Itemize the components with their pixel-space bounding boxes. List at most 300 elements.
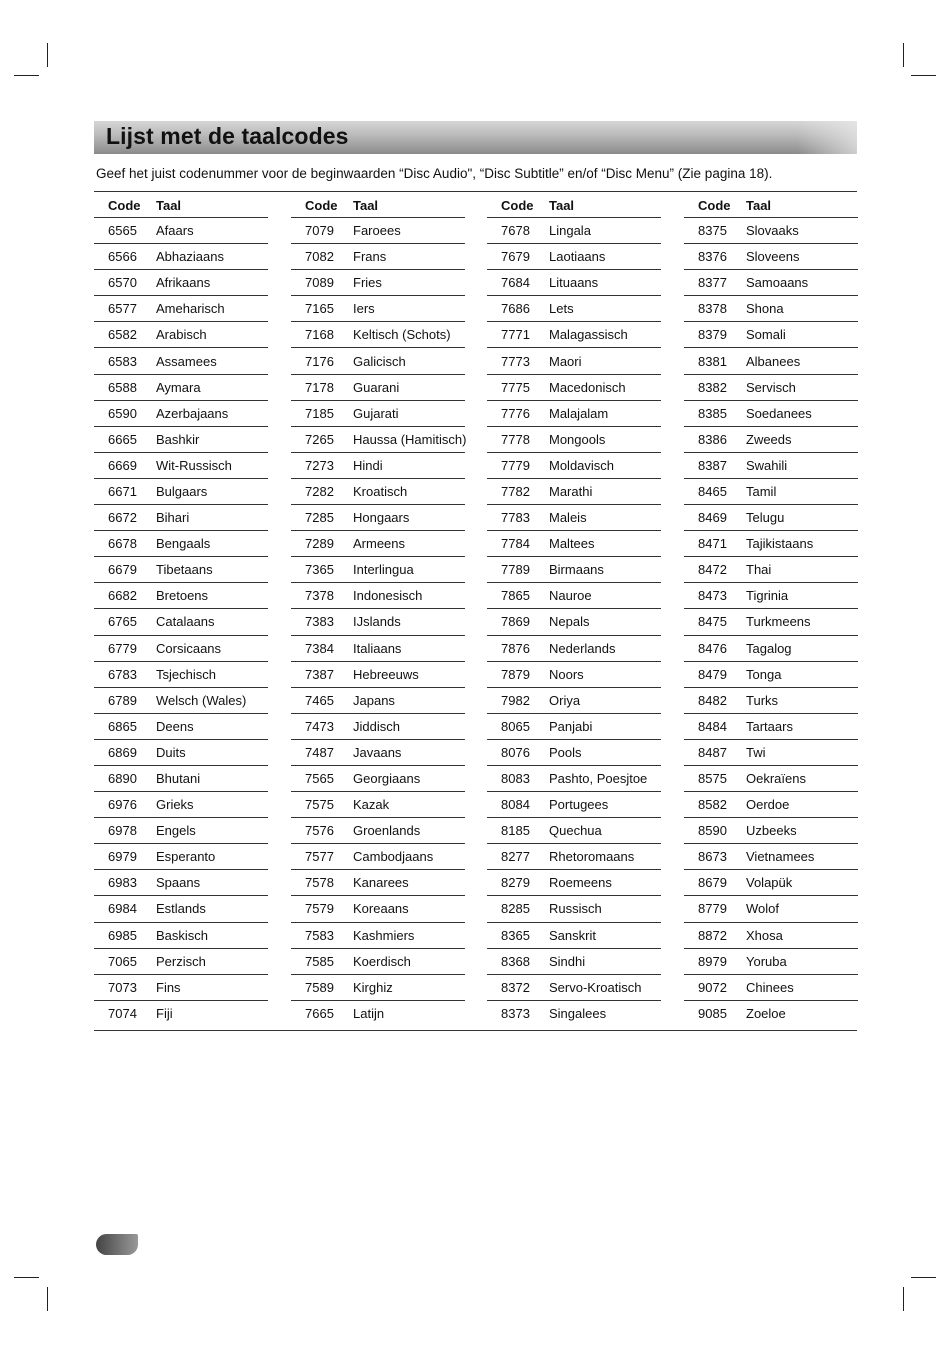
language-code: 7679: [501, 249, 530, 265]
code-column-2: [291, 193, 465, 1026]
language-code: 8582: [698, 797, 727, 813]
language-name: Shona: [746, 301, 784, 317]
table-row: [684, 218, 858, 244]
language-name: Wolof: [746, 901, 779, 917]
language-code: 8679: [698, 875, 727, 891]
table-top-rule: [94, 191, 857, 192]
table-row: [291, 375, 465, 401]
crop-mark: [903, 1287, 904, 1311]
language-code: 7589: [305, 979, 334, 995]
table-row: [487, 375, 661, 401]
language-name: Koreaans: [353, 901, 409, 917]
language-code: 6671: [108, 483, 137, 499]
table-row: [94, 714, 268, 740]
language-name: Arabisch: [156, 327, 207, 343]
language-name: Maleis: [549, 510, 587, 526]
language-code: 6577: [108, 301, 137, 317]
language-code: 7876: [501, 640, 530, 656]
language-name: Sindhi: [549, 953, 586, 969]
table-row: [684, 662, 858, 688]
language-code: 8377: [698, 275, 727, 291]
table-row: [94, 401, 268, 427]
table-row: [291, 766, 465, 792]
table-row: [291, 505, 465, 531]
language-code: 8473: [698, 588, 727, 604]
table-row: [487, 923, 661, 949]
language-code: 8279: [501, 875, 530, 891]
language-name: Bhutani: [156, 771, 201, 787]
language-name: Faroees: [353, 223, 401, 239]
language-name: Laotiaans: [549, 249, 606, 265]
table-row: [94, 844, 268, 870]
language-code: 7686: [501, 301, 530, 317]
language-name: Bretoens: [156, 588, 209, 604]
language-name: Oekraïens: [746, 771, 806, 787]
language-code: 7771: [501, 327, 530, 343]
language-name: Volapük: [746, 875, 793, 891]
language-code: 8368: [501, 953, 530, 969]
table-row: [487, 636, 661, 662]
table-row: [684, 270, 858, 296]
language-name: Ameharisch: [156, 301, 225, 317]
language-name: Afrikaans: [156, 275, 211, 291]
language-code: 8487: [698, 744, 727, 760]
language-code: 7784: [501, 536, 530, 552]
table-row: [487, 1001, 661, 1026]
table-row: [291, 557, 465, 583]
table-row: [684, 740, 858, 766]
language-name: Fiji: [156, 1005, 173, 1021]
language-code: 7789: [501, 562, 530, 578]
language-name: Oerdoe: [746, 797, 790, 813]
table-row: [487, 792, 661, 818]
language-name: Tibetaans: [156, 562, 213, 578]
language-name: Armeens: [353, 536, 406, 552]
table-row: [487, 896, 661, 922]
language-code: 6779: [108, 640, 137, 656]
table-row: [291, 688, 465, 714]
table-row: [94, 375, 268, 401]
crop-mark: [14, 1277, 39, 1278]
language-name: Zoeloe: [746, 1005, 786, 1021]
table-row: [291, 662, 465, 688]
language-name: Bulgaars: [156, 483, 208, 499]
language-code: 8484: [698, 718, 727, 734]
table-row: [487, 740, 661, 766]
language-name: Malagassisch: [549, 327, 628, 343]
language-name: Fins: [156, 979, 181, 995]
language-name: Singalees: [549, 1005, 607, 1021]
language-name: Russisch: [549, 901, 602, 917]
table-row: [487, 844, 661, 870]
table-row: [487, 714, 661, 740]
language-code: 7185: [305, 405, 334, 421]
table-row: [94, 792, 268, 818]
language-code: 8372: [501, 979, 530, 995]
language-name: Mongools: [549, 431, 606, 447]
language-name: Tartaars: [746, 718, 793, 734]
table-row: [684, 609, 858, 635]
column-header: [684, 193, 858, 218]
language-name: Moldavisch: [549, 457, 615, 473]
language-code: 7585: [305, 953, 334, 969]
language-code: 8979: [698, 953, 727, 969]
language-code: 7365: [305, 562, 334, 578]
table-row: [487, 557, 661, 583]
language-code: 7282: [305, 483, 334, 499]
language-code: 7273: [305, 457, 334, 473]
language-code: 7779: [501, 457, 530, 473]
table-row: [684, 427, 858, 453]
table-row: [291, 740, 465, 766]
language-code: 7783: [501, 510, 530, 526]
language-code: 8472: [698, 562, 727, 578]
table-row: [684, 636, 858, 662]
table-row: [291, 479, 465, 505]
language-name: Samoaans: [746, 275, 809, 291]
language-code: 6682: [108, 588, 137, 604]
language-code: 8387: [698, 457, 727, 473]
language-code: 8382: [698, 379, 727, 395]
crop-mark: [47, 43, 48, 67]
language-code: 6765: [108, 614, 137, 630]
language-code: 7776: [501, 405, 530, 421]
language-code: 7782: [501, 483, 530, 499]
language-name: Turks: [746, 692, 779, 708]
language-name: Galicisch: [353, 353, 406, 369]
column-header: [487, 193, 661, 218]
language-name: Hindi: [353, 457, 383, 473]
table-row: [487, 401, 661, 427]
table-bottom-rule: [94, 1030, 857, 1031]
title-bar: [94, 121, 857, 154]
language-code: 8376: [698, 249, 727, 265]
language-code: 6783: [108, 666, 137, 682]
language-code: 7684: [501, 275, 530, 291]
table-row: [487, 949, 661, 975]
language-name: Noors: [549, 666, 584, 682]
table-row: [684, 896, 858, 922]
language-code: 8872: [698, 927, 727, 943]
language-code: 6570: [108, 275, 137, 291]
table-row: [684, 244, 858, 270]
language-code: 8469: [698, 510, 727, 526]
language-name: Jiddisch: [353, 718, 400, 734]
table-row: [291, 244, 465, 270]
language-code: 7678: [501, 223, 530, 239]
table-row: [94, 505, 268, 531]
language-code: 6565: [108, 223, 137, 239]
language-code: 7387: [305, 666, 334, 682]
header-code: Code: [501, 197, 534, 213]
language-code: 8373: [501, 1005, 530, 1021]
language-name: Welsch (Wales): [156, 692, 247, 708]
code-column-1: [94, 193, 268, 1026]
language-name: Georgiaans: [353, 771, 421, 787]
language-code: 8673: [698, 849, 727, 865]
language-name: Tigrinia: [746, 588, 789, 604]
table-row: [94, 427, 268, 453]
table-row: [94, 975, 268, 1001]
language-code: 8076: [501, 744, 530, 760]
table-row: [684, 766, 858, 792]
language-code: 8378: [698, 301, 727, 317]
table-row: [487, 688, 661, 714]
language-name: Spaans: [156, 875, 201, 891]
intro-text: Geef het juist codenummer voor de beginwaarden “Disc Audio", “Disc Subtitle” en/of “Disc Menu” (Zie pagina 18).: [96, 166, 773, 181]
table-row: [94, 583, 268, 609]
language-name: Estlands: [156, 901, 206, 917]
language-code: 7168: [305, 327, 334, 343]
language-name: Tsjechisch: [156, 666, 216, 682]
language-code: 7378: [305, 588, 334, 604]
language-name: Rhetoromaans: [549, 849, 635, 865]
table-row: [684, 557, 858, 583]
table-row: [291, 427, 465, 453]
language-code: 8379: [698, 327, 727, 343]
language-name: Turkmeens: [746, 614, 811, 630]
language-code: 8575: [698, 771, 727, 787]
language-code: 6679: [108, 562, 137, 578]
table-row: [94, 453, 268, 479]
language-code: 8381: [698, 353, 727, 369]
language-code: 8084: [501, 797, 530, 813]
language-name: IJslands: [353, 614, 401, 630]
table-row: [487, 244, 661, 270]
crop-mark: [14, 75, 39, 76]
table-row: [684, 531, 858, 557]
table-row: [94, 949, 268, 975]
table-row: [94, 609, 268, 635]
language-name: Groenlands: [353, 823, 421, 839]
table-row: [291, 296, 465, 322]
language-name: Kazak: [353, 797, 390, 813]
table-row: [487, 218, 661, 244]
language-name: Abhaziaans: [156, 249, 224, 265]
language-code: 7575: [305, 797, 334, 813]
language-name: Tajikistaans: [746, 536, 814, 552]
language-name: Perzisch: [156, 953, 206, 969]
language-code: 8779: [698, 901, 727, 917]
language-code: 8482: [698, 692, 727, 708]
language-name: Bengaals: [156, 536, 211, 552]
language-code: 8465: [698, 483, 727, 499]
table-row: [291, 949, 465, 975]
table-row: [684, 818, 858, 844]
language-name: Nepals: [549, 614, 590, 630]
table-row: [684, 479, 858, 505]
table-row: [684, 401, 858, 427]
table-row: [94, 818, 268, 844]
language-name: Catalaans: [156, 614, 215, 630]
language-code: 6583: [108, 353, 137, 369]
language-name: Frans: [353, 249, 387, 265]
table-row: [94, 923, 268, 949]
table-row: [291, 218, 465, 244]
table-row: [291, 870, 465, 896]
language-code: 7879: [501, 666, 530, 682]
language-name: Latijn: [353, 1005, 385, 1021]
language-code: 8590: [698, 823, 727, 839]
language-name: Servisch: [746, 379, 796, 395]
table-row: [684, 296, 858, 322]
language-name: Japans: [353, 692, 395, 708]
table-row: [291, 270, 465, 296]
language-name: Duits: [156, 744, 186, 760]
table-row: [487, 531, 661, 557]
language-code: 7865: [501, 588, 530, 604]
language-code: 8475: [698, 614, 727, 630]
table-row: [94, 479, 268, 505]
page-number-tab: [96, 1234, 138, 1255]
language-code: 6590: [108, 405, 137, 421]
language-code: 6665: [108, 431, 137, 447]
language-name: Sloveens: [746, 249, 800, 265]
language-code: 8375: [698, 223, 727, 239]
header-code: Code: [108, 197, 141, 213]
language-code: 7665: [305, 1005, 334, 1021]
language-code: 8385: [698, 405, 727, 421]
language-name: Kanarees: [353, 875, 409, 891]
language-name: Haussa (Hamitisch): [353, 431, 467, 447]
table-row: [487, 270, 661, 296]
language-code: 6984: [108, 901, 137, 917]
table-row: [684, 870, 858, 896]
language-code: 7079: [305, 223, 334, 239]
table-row: [94, 636, 268, 662]
language-name: Azerbajaans: [156, 405, 229, 421]
table-row: [94, 688, 268, 714]
language-name: Portugees: [549, 797, 609, 813]
language-name: Oriya: [549, 692, 581, 708]
language-name: Bihari: [156, 510, 190, 526]
language-code: 7289: [305, 536, 334, 552]
language-code: 8065: [501, 718, 530, 734]
table-row: [487, 662, 661, 688]
table-row: [487, 348, 661, 374]
table-row: [94, 557, 268, 583]
language-name: Lituaans: [549, 275, 599, 291]
language-code: 6582: [108, 327, 137, 343]
language-code: 8185: [501, 823, 530, 839]
table-row: [94, 896, 268, 922]
header-lang: Taal: [353, 197, 379, 213]
language-name: Roemeens: [549, 875, 612, 891]
code-column-3: [487, 193, 661, 1026]
language-name: Indonesisch: [353, 588, 423, 604]
table-row: [291, 975, 465, 1001]
language-code: 7178: [305, 379, 334, 395]
language-code: 6678: [108, 536, 137, 552]
table-row: [487, 505, 661, 531]
language-name: Yoruba: [746, 953, 787, 969]
table-row: [94, 1001, 268, 1026]
language-name: Aymara: [156, 379, 201, 395]
language-code: 6789: [108, 692, 137, 708]
language-name: Sanskrit: [549, 927, 596, 943]
language-code: 6669: [108, 457, 137, 473]
language-name: Lingala: [549, 223, 591, 239]
table-row: [94, 348, 268, 374]
language-code: 7285: [305, 510, 334, 526]
language-code: 7773: [501, 353, 530, 369]
table-row: [684, 688, 858, 714]
table-row: [94, 766, 268, 792]
language-name: Thai: [746, 562, 772, 578]
table-row: [487, 583, 661, 609]
language-code: 7089: [305, 275, 334, 291]
table-row: [487, 453, 661, 479]
header-lang: Taal: [746, 197, 772, 213]
language-name: Telugu: [746, 510, 785, 526]
table-row: [684, 583, 858, 609]
language-name: Koerdisch: [353, 953, 411, 969]
language-name: Nederlands: [549, 640, 616, 656]
language-name: Javaans: [353, 744, 402, 760]
table-row: [94, 870, 268, 896]
language-code: 7577: [305, 849, 334, 865]
language-name: Interlingua: [353, 562, 414, 578]
language-code: 7982: [501, 692, 530, 708]
language-name: Kirghiz: [353, 979, 393, 995]
table-row: [684, 792, 858, 818]
language-code: 7165: [305, 301, 334, 317]
language-code: 7384: [305, 640, 334, 656]
table-row: [94, 296, 268, 322]
table-row: [487, 427, 661, 453]
language-code: 7074: [108, 1005, 137, 1021]
table-row: [291, 1001, 465, 1026]
language-name: Guarani: [353, 379, 400, 395]
language-name: Gujarati: [353, 405, 399, 421]
table-row: [291, 583, 465, 609]
language-code: 6869: [108, 744, 137, 760]
language-code: 7465: [305, 692, 334, 708]
language-code: 7775: [501, 379, 530, 395]
language-name: Tagalog: [746, 640, 792, 656]
language-name: Servo-Kroatisch: [549, 979, 642, 995]
language-code: 6976: [108, 797, 137, 813]
table-row: [291, 322, 465, 348]
language-code: 7778: [501, 431, 530, 447]
table-row: [487, 870, 661, 896]
table-row: [94, 531, 268, 557]
language-name: Nauroe: [549, 588, 592, 604]
language-code: 6865: [108, 718, 137, 734]
language-code: 7473: [305, 718, 334, 734]
language-name: Keltisch (Schots): [353, 327, 451, 343]
language-name: Malajalam: [549, 405, 609, 421]
language-code: 9085: [698, 1005, 727, 1021]
language-code: 8479: [698, 666, 727, 682]
language-name: Bashkir: [156, 431, 200, 447]
language-code: 6978: [108, 823, 137, 839]
table-row: [291, 896, 465, 922]
language-code: 8471: [698, 536, 727, 552]
language-code: 6588: [108, 379, 137, 395]
language-name: Uzbeeks: [746, 823, 797, 839]
language-name: Pools: [549, 744, 582, 760]
language-code: 8386: [698, 431, 727, 447]
language-code: 7869: [501, 614, 530, 630]
language-code: 7073: [108, 979, 137, 995]
language-name: Macedonisch: [549, 379, 626, 395]
table-row: [487, 766, 661, 792]
table-row: [291, 636, 465, 662]
language-name: Hebreeuws: [353, 666, 419, 682]
table-row: [94, 740, 268, 766]
table-row: [291, 923, 465, 949]
